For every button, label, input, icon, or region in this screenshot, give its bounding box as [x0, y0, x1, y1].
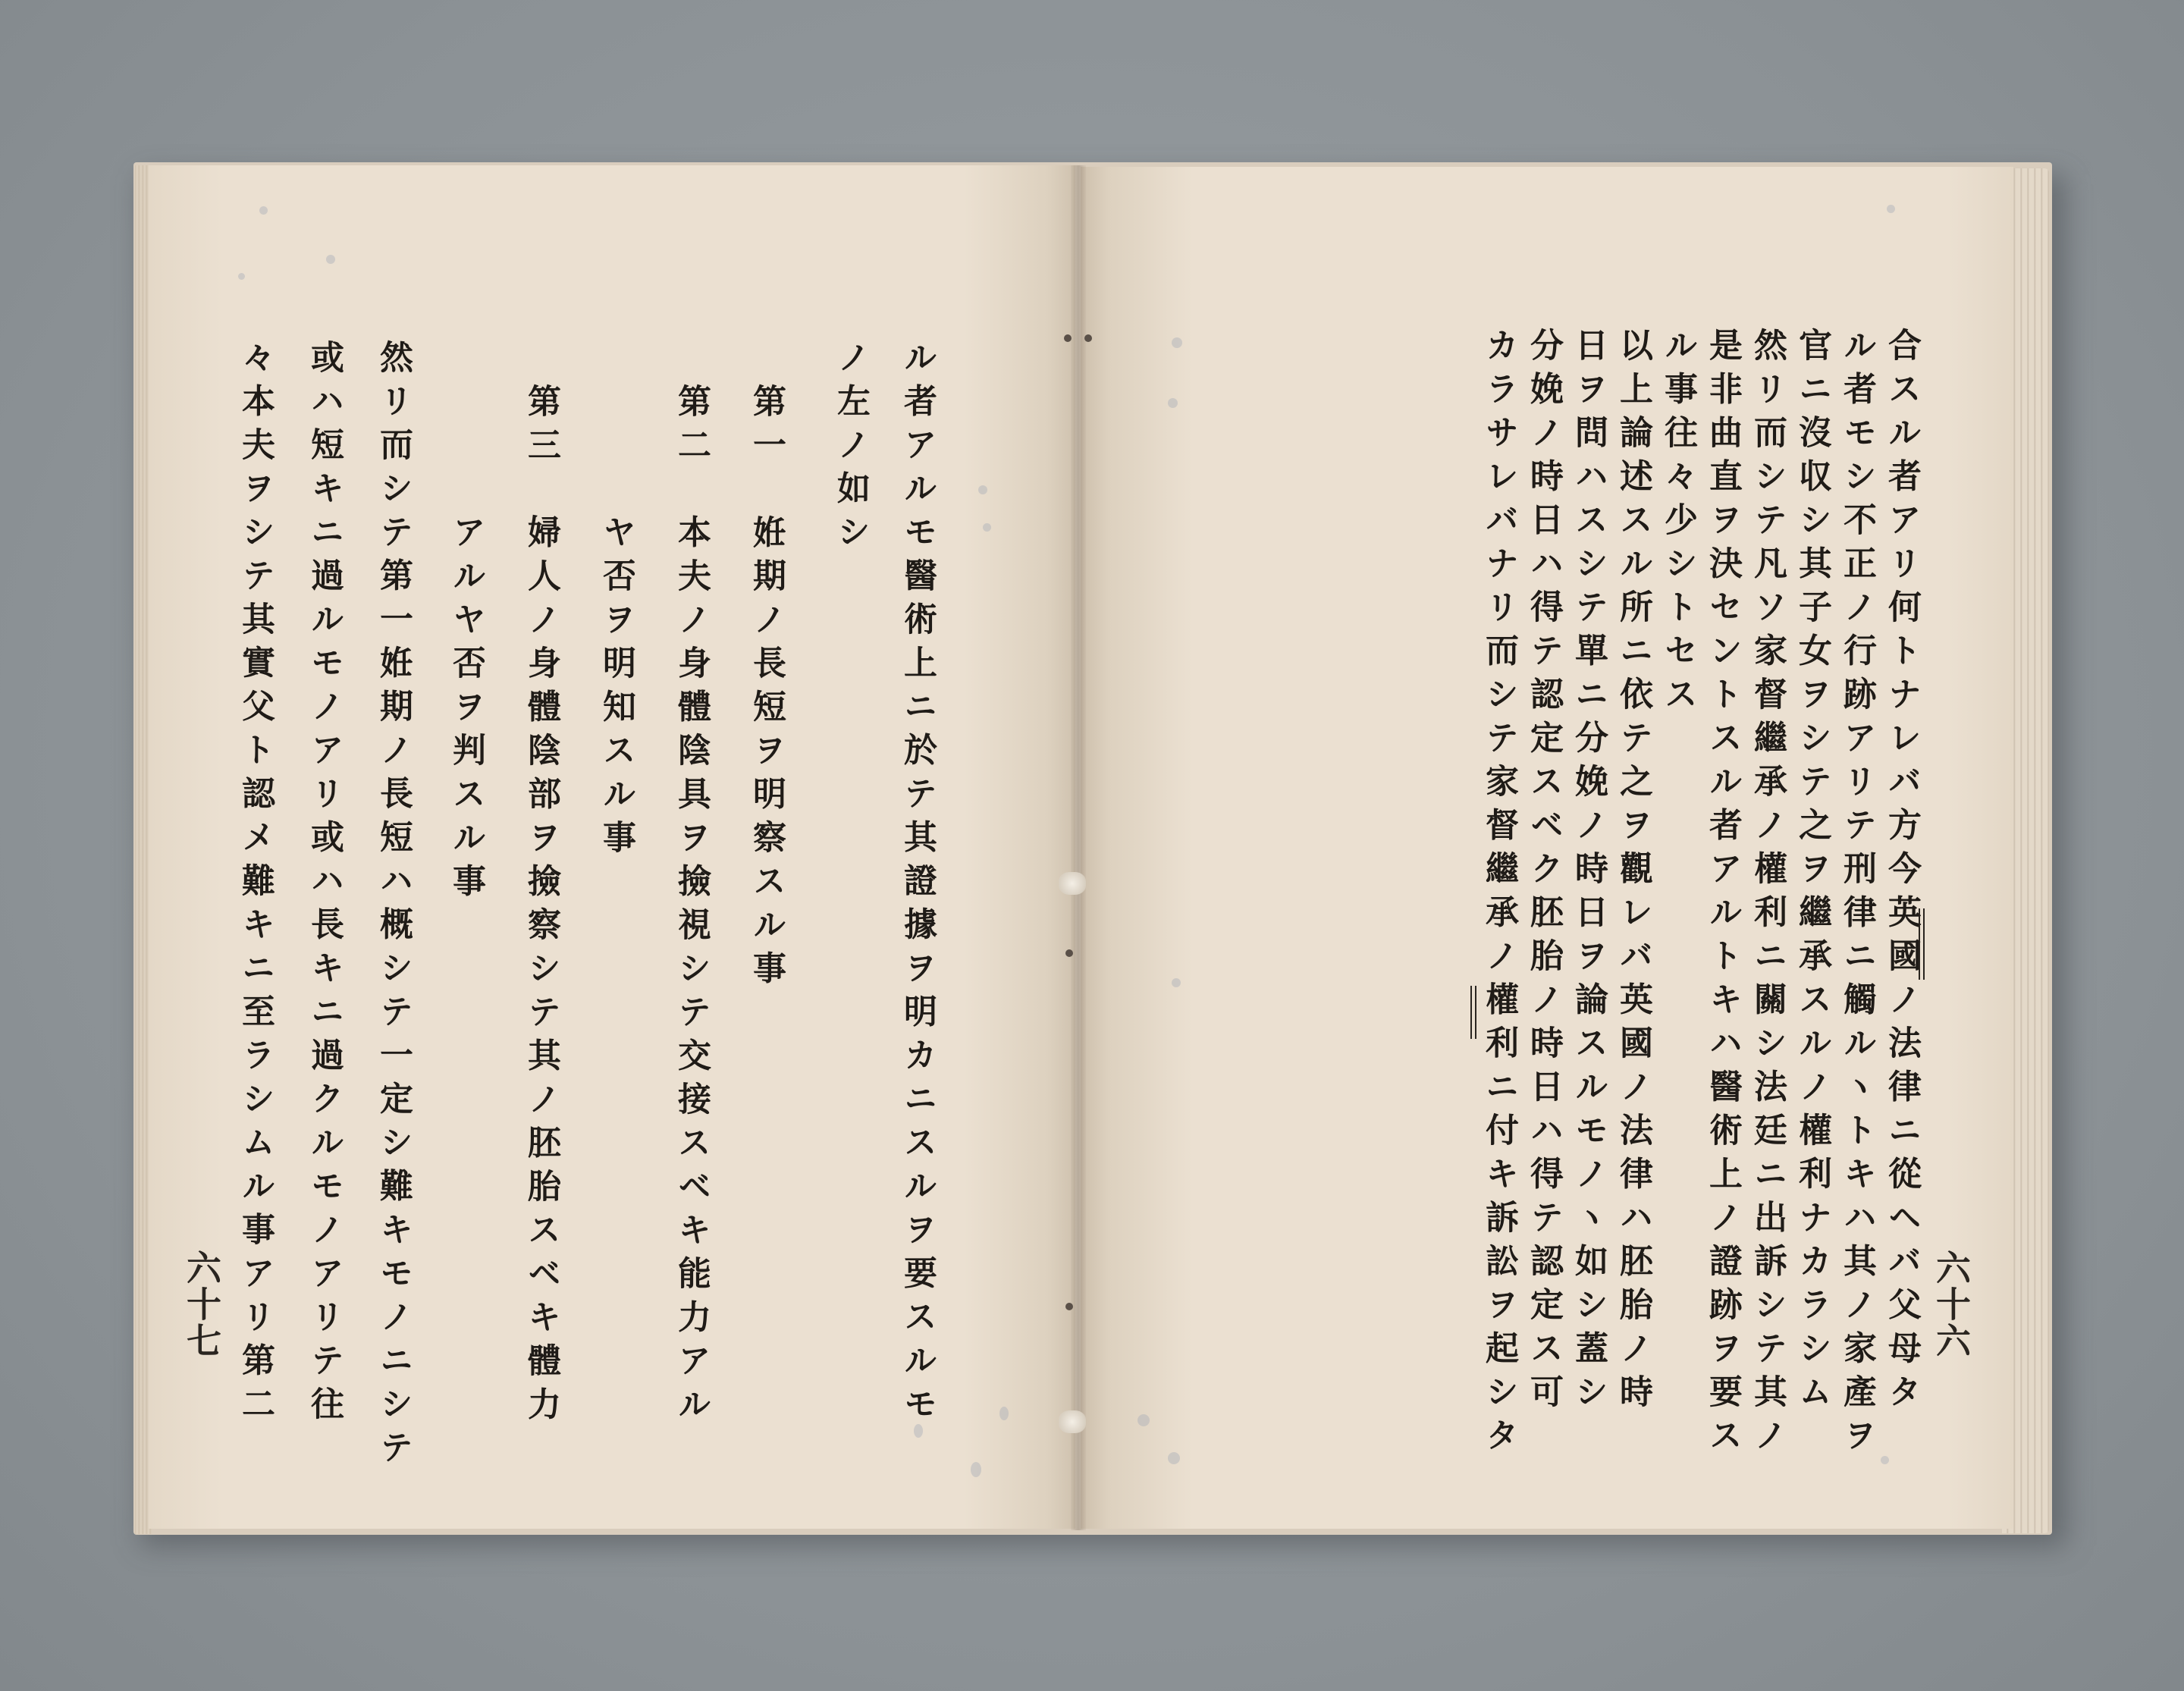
right-page-column-5: 是非曲直ヲ決セントスル者アルトキハ醫術上ノ證跡ヲ要ス	[1703, 328, 1742, 1461]
right-page-column-7: 以上論述スル所ニ依テ之ヲ觀レバ英國ノ法律ハ胚胎ノ時	[1614, 328, 1652, 1418]
left-page-column-7: アルヤ否ヲ判スル事	[447, 384, 485, 907]
binding-thread	[1059, 1410, 1086, 1433]
left-page-column-1: ル者アルモ醫術上ニ於テ其證據ヲ明カニスルヲ要スルモ	[898, 340, 937, 1430]
right-page-column-8: 日ヲ問ハスシテ單ニ分娩ノ時日ヲ論スルモノヽ如シ蓋シ	[1569, 328, 1608, 1418]
left-page-number: 六十七	[181, 1250, 222, 1359]
left-page-column-10: 々本夫ヲシテ其實父ト認メ難キニ至ラシムル事アリ第二	[236, 340, 275, 1430]
right-page-number: 六十六	[1931, 1250, 1972, 1359]
foxing-spot	[983, 523, 991, 532]
right-page-column-6: ル事往々少シトセス	[1658, 328, 1697, 720]
foxing-spot	[978, 485, 987, 494]
right-page-column-4: 然リ而シテ凡ソ家督繼承ノ權利ニ關シ法廷ニ出訴シテ其ノ	[1748, 328, 1787, 1461]
left-page-column-8: 然リ而シテ第一姙期ノ長短ハ概シテ一定シ難キモノニシテ	[374, 340, 413, 1473]
foxing-spot	[1138, 1414, 1150, 1426]
foxing-spot	[971, 1462, 981, 1477]
book-gutter	[1071, 165, 1086, 1530]
right-page-column-10: カラサレバナリ而シテ家督繼承ノ權利ニ付キ訴訟ヲ起シタ	[1480, 328, 1518, 1461]
binding-hole	[1064, 334, 1072, 342]
right-page-column-2: ル者モシ不正ノ行跡アリテ刑律ニ觸ルヽトキハ其ノ家產ヲ	[1837, 328, 1876, 1461]
proper-noun-sideline	[1470, 986, 1476, 1039]
foxing-spot	[238, 273, 245, 280]
right-page-column-9: 分娩ノ時日ハ得テ認定スベク胚胎ノ時日ハ得テ認定ス可	[1524, 328, 1563, 1418]
binding-thread	[1059, 872, 1086, 895]
left-page-column-2: ノ左ノ如シ	[831, 340, 870, 558]
foxing-spot	[1172, 978, 1181, 987]
right-page-column-3: 官ニ沒収シ其子女ヲシテ之ヲ繼承スルノ權利ナカラシム	[1793, 328, 1831, 1418]
binding-hole	[1065, 1303, 1073, 1310]
foxing-spot	[1168, 1452, 1180, 1464]
binding-hole	[1084, 334, 1092, 342]
left-page-column-6: 第三 婦人ノ身體陰部ヲ撿察シテ其ノ胚胎スベキ體力	[522, 384, 560, 1430]
foxing-spot	[999, 1407, 1009, 1420]
binding-hole	[1065, 949, 1073, 957]
foxing-spot	[1172, 337, 1182, 348]
right-page-column-1: 合スル者アリ何トナレバ方今英國ノ法律ニ從ヘバ父母タ	[1882, 328, 1921, 1418]
foxing-spot	[259, 206, 268, 215]
foxing-spot	[326, 255, 335, 264]
left-page-column-4: 第二 本夫ノ身體陰具ヲ撿視シテ交接スベキ能力アル	[672, 384, 711, 1430]
left-page-column-5: ヤ否ヲ明知スル事	[597, 384, 635, 864]
proper-noun-sideline	[1919, 908, 1925, 980]
foxing-spot	[1168, 398, 1178, 408]
left-page-column-3: 第一 姙期ノ長短ヲ明察スル事	[747, 384, 786, 994]
foxing-spot	[1887, 205, 1895, 213]
left-page-column-9: 或ハ短キニ過ルモノアリ或ハ長キニ過クルモノアリテ往	[305, 340, 344, 1430]
foxing-spot	[1881, 1456, 1889, 1464]
